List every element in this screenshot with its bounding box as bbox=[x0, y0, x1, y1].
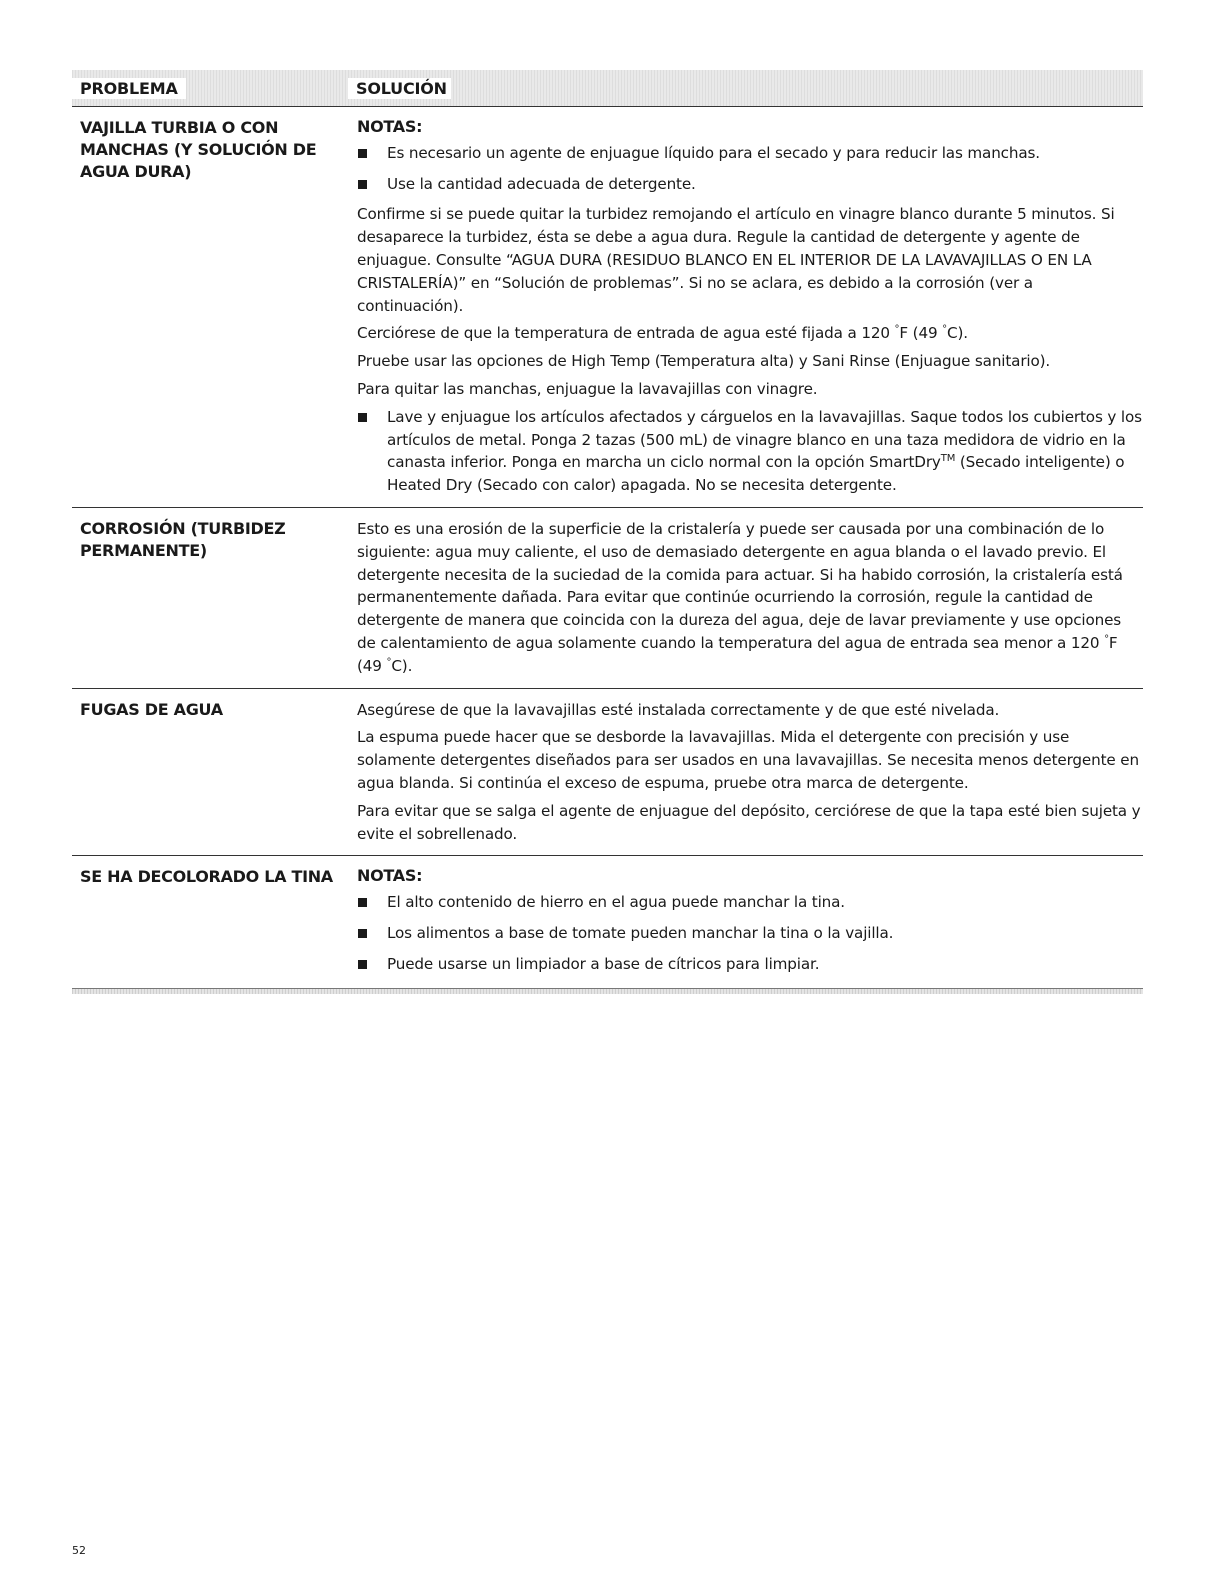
problem-title: CORROSIÓN (TURBIDEZ PERMANENTE) bbox=[80, 518, 286, 560]
table-bottom-band bbox=[72, 988, 1143, 994]
solution-cell bbox=[357, 865, 1143, 975]
bullet-item: Los alimentos a base de tomate pueden manchar la tina o la vajilla. bbox=[357, 922, 1143, 945]
table-row bbox=[72, 107, 1143, 508]
bullet-item: Es necesario un agente de enjuague líquido para el secado y para reducir las manchas. bbox=[357, 142, 1143, 165]
table-header bbox=[72, 70, 1143, 107]
solution-paragraph: Para evitar que se salga el agente de enjuague del depósito, cerciórese de que la tapa esté bien sujeta y evite el sobrellenado. bbox=[357, 801, 1141, 843]
problem-title: SE HA DECOLORADO LA TINA bbox=[80, 867, 333, 887]
bullet-item: Use la cantidad adecuada de detergente. bbox=[357, 173, 1143, 196]
text-segment: Esto es una erosión de la superficie de la cristalería y puede ser causada por una combinación de lo siguiente: agua muy caliente, el uso de demasiado detergente en agua blanda o el lavado previo. El detergente necesita de la suciedad de la comida para actuar. Si ha habido corrosión, la cristalería está permanentemente dañada. Para evitar que continúe ocurriendo la corrosión, regule la cantidad de detergente de manera que coincida con la dureza del agua, deje de lavar previamente y use opciones de calentamiento de agua solamente cuando la temperatura del agua de entrada sea menor a 120 bbox=[357, 519, 1123, 652]
notas-label: NOTAS: bbox=[357, 866, 423, 886]
bullet-item: El alto contenido de hierro en el agua puede manchar la tina. bbox=[357, 891, 1143, 914]
text-segment: Cerciórese de que la temperatura de entrada de agua esté fijada a 120 bbox=[357, 324, 895, 343]
page-number: 52 bbox=[72, 1544, 86, 1557]
bullet-item: Puede usarse un limpiador a base de cítricos para limpiar. bbox=[357, 953, 1143, 976]
text-segment: (Secado inteligente) o Heated Dry (Secado con calor) apagada. No se necesita detergente. bbox=[387, 453, 1125, 495]
notas-label: NOTAS: bbox=[357, 117, 423, 136]
problem-title: FUGAS DE AGUA bbox=[80, 699, 223, 719]
problem-title: VAJILLA TURBIA O CON MANCHAS (Y SOLUCIÓN DE AGUA DURA) bbox=[80, 118, 317, 181]
table-row bbox=[72, 508, 1143, 689]
degree-symbol: ° bbox=[942, 324, 948, 336]
solution-paragraph: Asegúrese de que la lavavajillas esté instalada correctamente y de que esté nivelada. bbox=[357, 700, 1000, 719]
text-segment: Lave y enjuague los artículos afectados y cárguelos en la lavavajillas. Saque todos los cubiertos y los artículos de metal. Ponga 2 tazas (500 mL) de vinagre blanco en una taza medidora de vidrio en la canasta inferior. Ponga en marcha un ciclo normal con la opción SmartDry bbox=[387, 407, 1142, 472]
text-segment: C). bbox=[391, 656, 413, 675]
solution-paragraph bbox=[357, 322, 1143, 345]
text-segment: F (49 bbox=[899, 324, 943, 343]
solution-cell bbox=[357, 515, 1143, 678]
table-row bbox=[72, 689, 1143, 857]
degree-symbol: ° bbox=[386, 656, 392, 668]
solution-paragraph: Pruebe usar las opciones de High Temp (Temperatura alta) y Sani Rinse (Enjuague sanitario). bbox=[357, 352, 1051, 371]
solution-cell bbox=[357, 116, 1143, 497]
solution-paragraph bbox=[357, 518, 1143, 678]
solution-paragraph: Confirme si se puede quitar la turbidez remojando el artículo en vinagre blanco durante 5 minutos. Si desaparece la turbidez, ésta se debe a agua dura. Regule la cantidad de detergente y agente de enjuague. Consulte “AGUA DURA (RESIDUO BLANCO EN EL INTERIOR DE LA LAVAVAJILLAS O EN LA CRISTALERÍA)” en “Solución de problemas”. Si no se aclara, es debido a la corrosión (ver a continuación). bbox=[357, 205, 1115, 315]
header-problema: PROBLEMA bbox=[72, 78, 186, 99]
degree-symbol: ° bbox=[1104, 633, 1109, 645]
trademark: TM bbox=[940, 453, 956, 465]
solution-paragraph: La espuma puede hacer que se desborde la lavavajillas. Mida el detergente con precisión y use solamente detergentes diseñados para ser usados en una lavavajillas. Se necesita menos detergente en agua blanda. Si continúa el exceso de espuma, pruebe otra marca de detergente. bbox=[357, 728, 1139, 792]
troubleshooting-table bbox=[72, 70, 1143, 994]
solution-paragraph: Para quitar las manchas, enjuague la lavavajillas con vinagre. bbox=[357, 379, 818, 398]
bullet-item bbox=[357, 406, 1143, 497]
table-row bbox=[72, 856, 1143, 987]
header-solucion: SOLUCIÓN bbox=[348, 78, 451, 99]
solution-cell bbox=[357, 696, 1143, 846]
degree-symbol: ° bbox=[894, 324, 900, 336]
text-segment: C). bbox=[947, 324, 968, 343]
text-segment: F (49 bbox=[357, 633, 1118, 675]
